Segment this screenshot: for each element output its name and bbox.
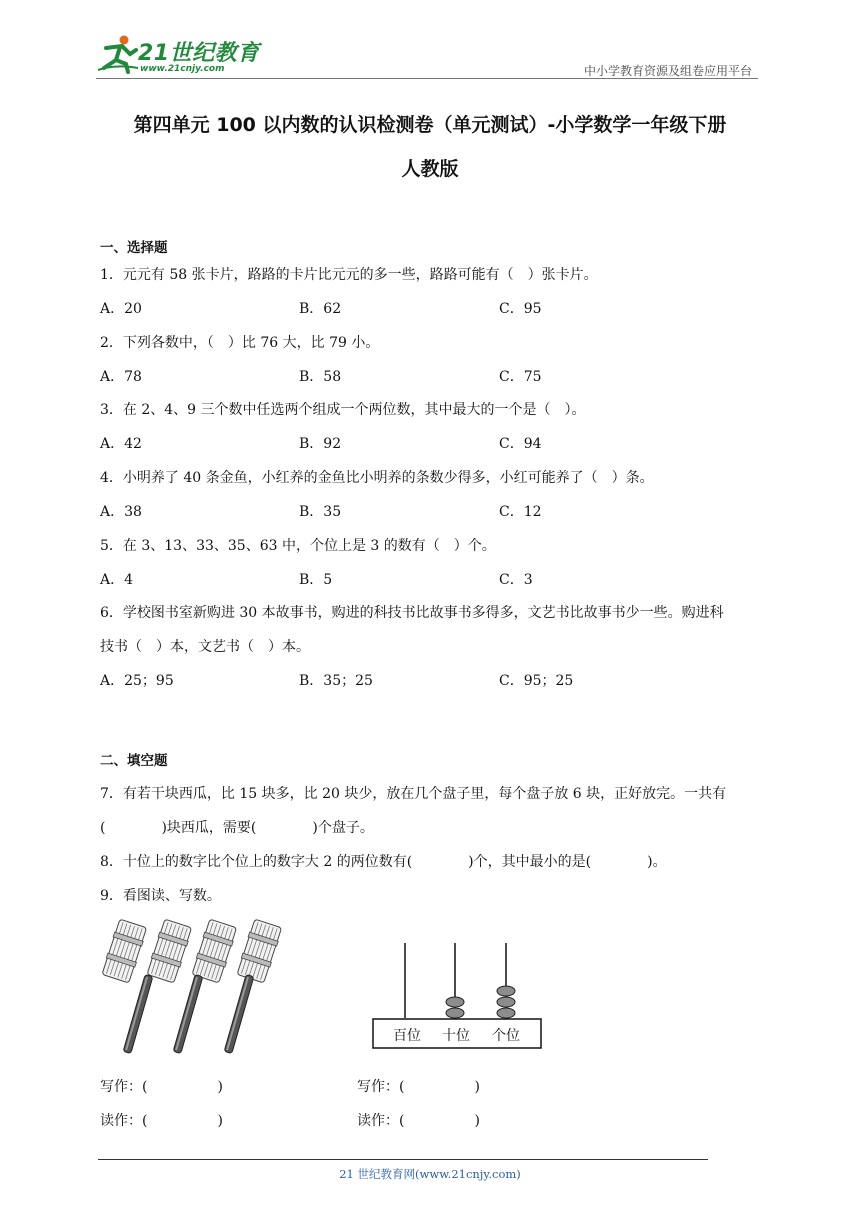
abacus-bead [446,997,464,1007]
page-title-line2: 人教版 [401,158,459,180]
option-b: B．92 [299,436,342,452]
option-b: B．35；25 [299,673,373,689]
question-1: 1．元元有 58 张卡片，路路的卡片比元元的多一些，路路可能有（ ）张卡片。 [100,267,598,283]
section-heading-choice: 一、选择题 [100,240,168,256]
abacus-label-hundreds: 百位 [393,1028,421,1044]
logo-url: www.21cnjy.com [140,64,225,74]
option-b: B．62 [299,301,342,317]
option-c: C．95；25 [499,673,574,689]
question-7-line2: ( )块西瓜，需要( )个盘子。 [100,820,374,836]
option-c: C．95 [499,301,542,317]
runner-icon [96,34,140,74]
question-9: 9．看图读、写数。 [100,888,221,904]
stick-bundles-figure [100,918,290,1054]
write-answer-right: 写作：( ) [357,1079,480,1095]
question-4: 4．小明养了 40 条金鱼，小红养的金鱼比小明养的条数少得多，小红可能养了（ ）条。 [100,470,654,486]
option-b: B．5 [299,572,333,588]
abacus-label-tens: 十位 [442,1028,470,1044]
option-c: C．94 [499,436,542,452]
question-7: 7．有若干块西瓜，比 15 块多，比 20 块少，放在几个盘子里，每个盘子放 6 块，正好放完。一共有 [100,786,727,802]
option-b: B．35 [299,504,342,520]
question-6-line2: 技书（ ）本，文艺书（ ）本。 [100,639,310,655]
abacus-label-ones: 个位 [492,1028,520,1044]
ten-stick-bundle [146,919,192,983]
section-heading-fill: 二、填空题 [100,753,168,769]
single-stick [224,974,254,1053]
abacus-figure [372,940,542,1050]
footer-divider [98,1159,708,1160]
question-3: 3．在 2、4、9 三个数中任选两个组成一个两位数，其中最大的一个是（ ）。 [100,402,586,418]
logo-text: 21世纪教育 [138,41,260,66]
abacus-bead [446,1008,464,1018]
footer-text: 21 世纪教育网(www.21cnjy.com) [339,1167,521,1181]
write-answer-left: 写作：( ) [100,1079,223,1095]
abacus-bead [497,986,515,996]
option-a: A．20 [100,301,142,317]
option-a: A．42 [100,436,142,452]
question-5: 5．在 3、13、33、35、63 中，个位上是 3 的数有（ ）个。 [100,538,496,554]
read-answer-right: 读作：( ) [357,1113,480,1129]
ten-stick-bundle [191,919,237,983]
option-c: C．3 [499,572,533,588]
header-tagline: 中小学教育资源及组卷应用平台 [583,64,752,78]
option-a: A．25；95 [100,673,174,689]
ten-stick-bundle [101,919,147,983]
page-title: 第四单元 100 以内数的认识检测卷（单元测试）-小学数学一年级下册 [133,114,727,136]
option-a: A．4 [100,572,134,588]
header-divider [96,78,758,79]
option-b: B．58 [299,369,342,385]
site-logo [96,34,266,80]
read-answer-left: 读作：( ) [100,1113,223,1129]
single-stick [173,974,203,1053]
single-stick [123,974,153,1053]
question-2: 2．下列各数中，（ ）比 76 大，比 79 小。 [100,335,380,351]
option-a: A．78 [100,369,142,385]
option-a: A．38 [100,504,142,520]
option-c: C．75 [499,369,542,385]
abacus-bead [497,1008,515,1018]
ten-stick-bundle [236,919,282,983]
abacus-bead [497,997,515,1007]
option-c: C．12 [499,504,542,520]
question-6: 6．学校图书室新购进 30 本故事书，购进的科技书比故事书多得多，文艺书比故事书少一些。购进科 [100,605,724,621]
question-8: 8．十位上的数字比个位上的数字大 2 的两位数有( )个，其中最小的是( )。 [100,854,667,870]
